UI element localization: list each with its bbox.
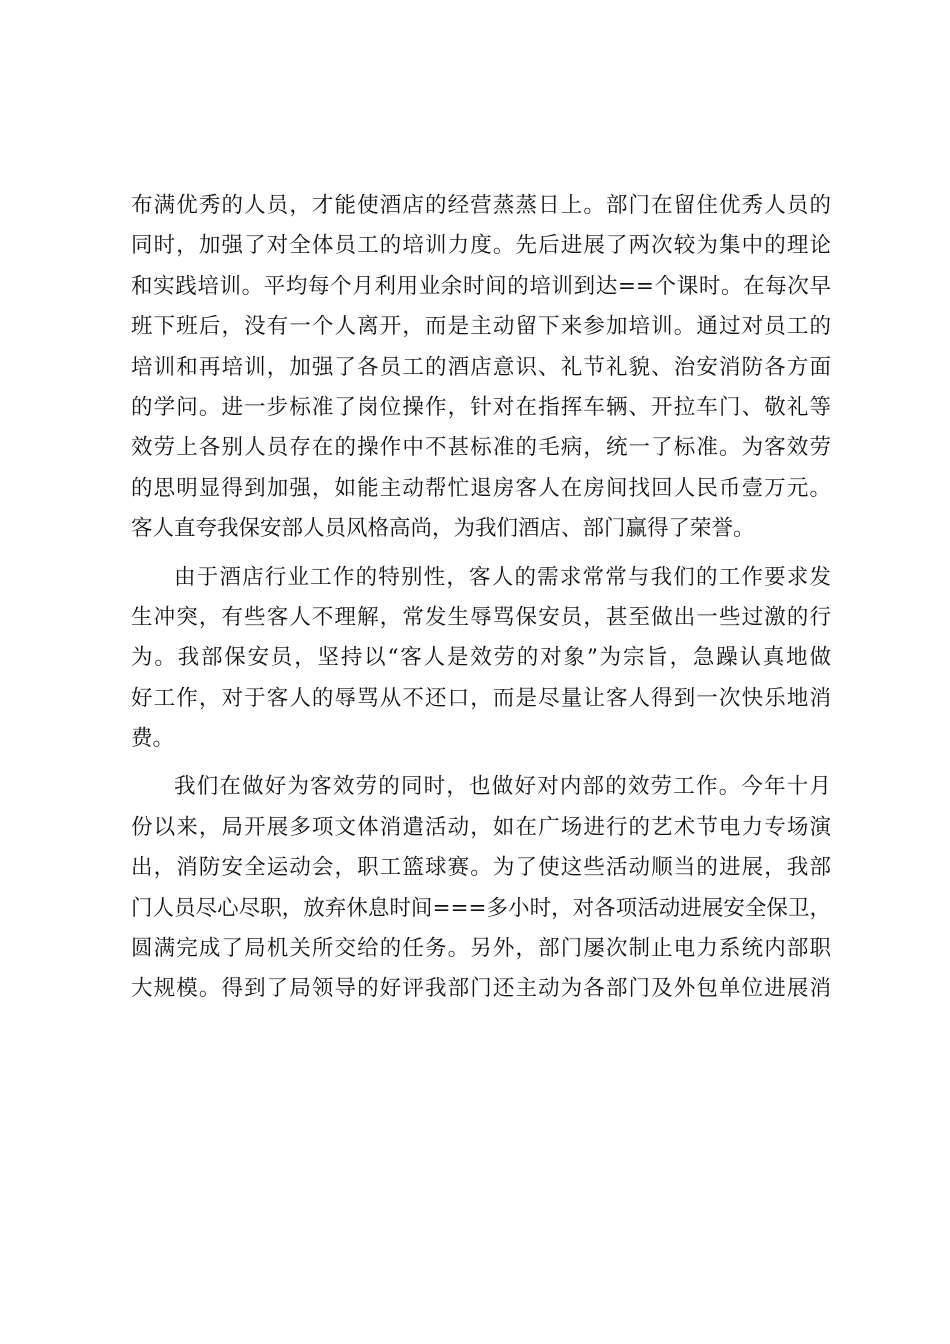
text-line: 出，消防安全运动会，职工篮球赛。为了使这些活动顺当的进展，我部 — [131, 855, 831, 881]
text-line: 为。我部保安员，坚持以“客人是效劳的对象”为宗旨，急躁认真地做 — [131, 645, 831, 671]
text-line: 效劳上各别人员存在的操作中不甚标准的毛病，统一了标准。为客效劳 — [131, 435, 831, 461]
paragraph-2 — [131, 558, 831, 760]
text-line: 我们在做好为客效劳的同时，也做好对内部的效劳工作。今年十月 — [174, 774, 831, 800]
text-line: 圆满完成了局机关所交给的任务。另外，部门屡次制止电力系统内部职 — [131, 936, 831, 962]
paragraph-1 — [131, 186, 831, 550]
text-line: 班下班后，没有一个人离开，而是主动留下来参加培训。通过对员工的 — [131, 314, 831, 340]
text-line: 费。 — [131, 726, 175, 752]
text-line: 的思明显得到加强，如能主动帮忙退房客人在房间找回人民币壹万元。 — [131, 475, 831, 501]
text-line: 份以来，局开展多项文体消遣活动，如在广场进行的艺术节电力专场演 — [131, 814, 831, 840]
text-line: 客人直夸我保安部人员风格高尚，为我们酒店、部门赢得了荣誉。 — [131, 516, 755, 542]
text-line: 由于酒店行业工作的特别性，客人的需求常常与我们的工作要求发 — [174, 564, 831, 590]
text-line: 门人员尽心尽职，放弃休息时间===多小时，对各项活动进展安全保卫， — [131, 895, 831, 921]
text-line: 好工作，对于客人的辱骂从不还口，而是尽量让客人得到一次快乐地消 — [131, 685, 831, 711]
text-line: 和实践培训。平均每个月利用业余时间的培训到达==个课时。在每次早 — [131, 273, 831, 299]
text-line: 布满优秀的人员，才能使酒店的经营蒸蒸日上。部门在留住优秀人员的 — [131, 193, 831, 218]
paragraph-3 — [131, 767, 831, 1009]
text-line: 培训和再培训，加强了各员工的酒店意识、礼节礼貌、治安消防各方面 — [131, 354, 831, 380]
text-line: 生冲突，有些客人不理解，常发生辱骂保安员，甚至做出一些过激的行 — [131, 604, 831, 630]
text-line: 同时，加强了对全体员工的培训力度。先后进展了两次较为集中的理论 — [131, 233, 831, 259]
text-line: 的学问。进一步标准了岗位操作，针对在指挥车辆、开拉车门、敬礼等 — [131, 394, 831, 420]
text-line: 大规模。得到了局领导的好评我部门还主动为各部门及外包单位进展消 — [131, 976, 831, 1002]
document-body — [131, 186, 831, 1010]
